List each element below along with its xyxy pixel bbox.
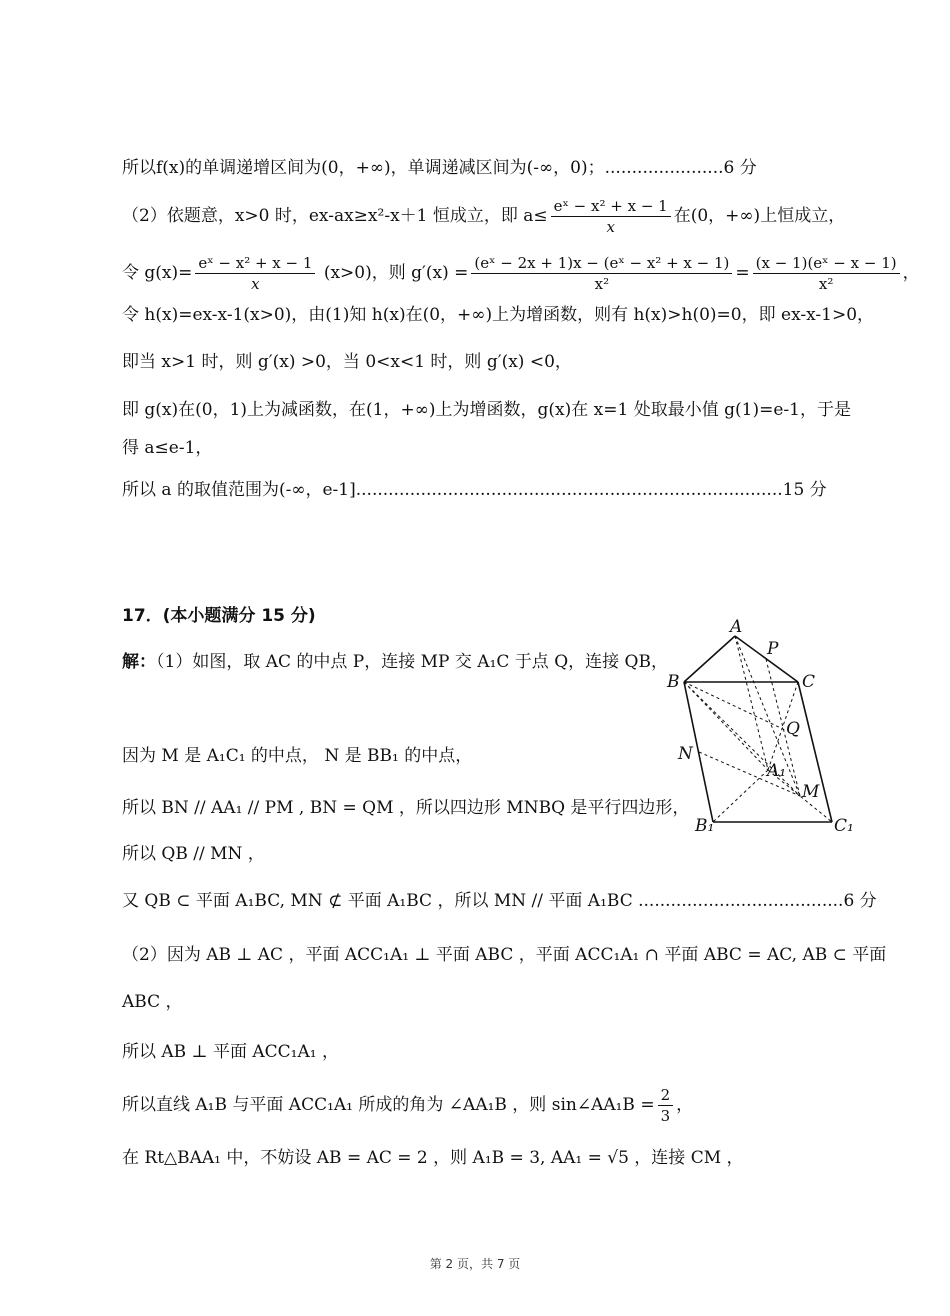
text-line: ABC ， <box>122 992 183 1012</box>
edge-BA1 <box>684 682 768 770</box>
fraction-denominator: x² <box>594 275 610 293</box>
text-span: ， <box>902 263 920 283</box>
text-line: 即 g(x)在(0，1)上为减函数，在(1，+∞)上为增函数，g(x)在 x=1 处取最小值 g(1)=e-1，于是 <box>122 400 851 420</box>
fraction-denominator: 3 <box>660 1107 671 1125</box>
fraction-numerator: (eˣ − 2x + 1)x − (eˣ − x² + x − 1) <box>471 253 732 274</box>
text-line: 又 QB ⊂ 平面 A₁BC, MN ⊄ 平面 A₁BC ，所以 MN // 平面 A₁BC ......................................6 分 <box>122 891 877 911</box>
text-line: （2）因为 AB ⊥ AC ，平面 ACC₁A₁ ⊥ 平面 ABC ，平面 ACC₁A₁ ∩ 平面 ABC = AC, AB ⊂ 平面 <box>122 945 887 965</box>
problem-heading: 17．(本小题满分 15 分) <box>122 606 316 626</box>
text-line: 所以 QB // MN ， <box>122 844 265 864</box>
text-span: （2）依题意，x>0 时，ex-ax≥x²-x＋1 恒成立，即 a≤ <box>122 206 548 226</box>
text-span: （1）如图，取 AC 的中点 P，连接 MP 交 A₁C 于点 Q，连接 QB， <box>156 652 668 672</box>
text-line <box>122 1085 693 1126</box>
fraction-denominator: x² <box>818 275 834 293</box>
text-line <box>122 196 845 237</box>
text-line <box>122 253 920 294</box>
text-line <box>122 650 668 674</box>
point-label-B: B <box>667 672 680 692</box>
text-line: 即当 x>1 时，则 g′(x) >0，当 0<x<1 时，则 g′(x) <0， <box>122 352 572 372</box>
edge-BQ <box>684 682 785 730</box>
prism-figure <box>660 615 860 840</box>
text-line: 得 a≤e-1， <box>122 438 213 458</box>
text-span: (x>0)，则 g′(x) = <box>323 263 469 283</box>
text-line: 在 Rt△BAA₁ 中，不妨设 AB = AC = 2 ，则 A₁B = 3, AA₁ = √5 ，连接 CM ， <box>122 1148 744 1168</box>
text-span: 所以直线 A₁B 与平面 ACC₁A₁ 所成的角为 ∠AA₁B ，则 sin∠AA₁B = <box>122 1095 655 1115</box>
fraction <box>753 253 900 294</box>
point-label-Q: Q <box>786 719 800 739</box>
fraction <box>551 196 671 237</box>
fraction-numerator: eˣ − x² + x − 1 <box>195 253 315 274</box>
fraction-denominator: x <box>606 218 615 236</box>
point-label-N: N <box>678 744 693 764</box>
point-label-P: P <box>767 639 779 659</box>
fraction-numerator: 2 <box>658 1085 674 1106</box>
fraction-numerator: eˣ − x² + x − 1 <box>551 196 671 217</box>
solution-label: 解： <box>122 652 156 672</box>
fraction <box>195 253 315 294</box>
text-line: 所以f(x)的单调递增区间为(0，+∞)，单调递减区间为(-∞，0)；......................6 分 <box>122 158 757 178</box>
text-line: 所以 AB ⊥ 平面 ACC₁A₁ ， <box>122 1042 339 1062</box>
text-span: 令 g(x)= <box>122 263 193 283</box>
fraction-denominator: x <box>251 275 260 293</box>
text-line: 所以 a 的取值范围为(-∞，e-1]...............................................................................15 分 <box>122 480 827 500</box>
text-line: 所以 BN // AA₁ // PM , BN = QM ，所以四边形 MNBQ 是平行四边形， <box>122 798 690 818</box>
edge-A1B1 <box>713 770 768 822</box>
page-footer: 第 2 页，共 7 页 <box>429 1257 521 1271</box>
point-label-M: M <box>802 782 820 802</box>
edge-AB <box>684 636 735 682</box>
text-line: 因为 M 是 A₁C₁ 的中点， N 是 BB₁ 的中点， <box>122 746 473 766</box>
text-span: = <box>735 263 750 283</box>
fraction <box>471 253 732 294</box>
text-span: 在(0，+∞)上恒成立， <box>673 206 846 226</box>
point-label-C1: C₁ <box>834 816 854 836</box>
text-span: ， <box>676 1095 694 1115</box>
point-label-C: C <box>802 672 816 692</box>
point-label-B1: B₁ <box>695 816 715 836</box>
point-label-A1: A₁ <box>767 761 787 781</box>
point-label-A: A <box>730 617 743 637</box>
fraction-numerator: (x − 1)(eˣ − x − 1) <box>753 253 900 274</box>
fraction <box>658 1085 674 1126</box>
text-line: 令 h(x)=ex-x-1(x>0)，由(1)知 h(x)在(0，+∞)上为增函数，则有 h(x)>h(0)=0，即 ex-x-1>0， <box>122 305 875 325</box>
